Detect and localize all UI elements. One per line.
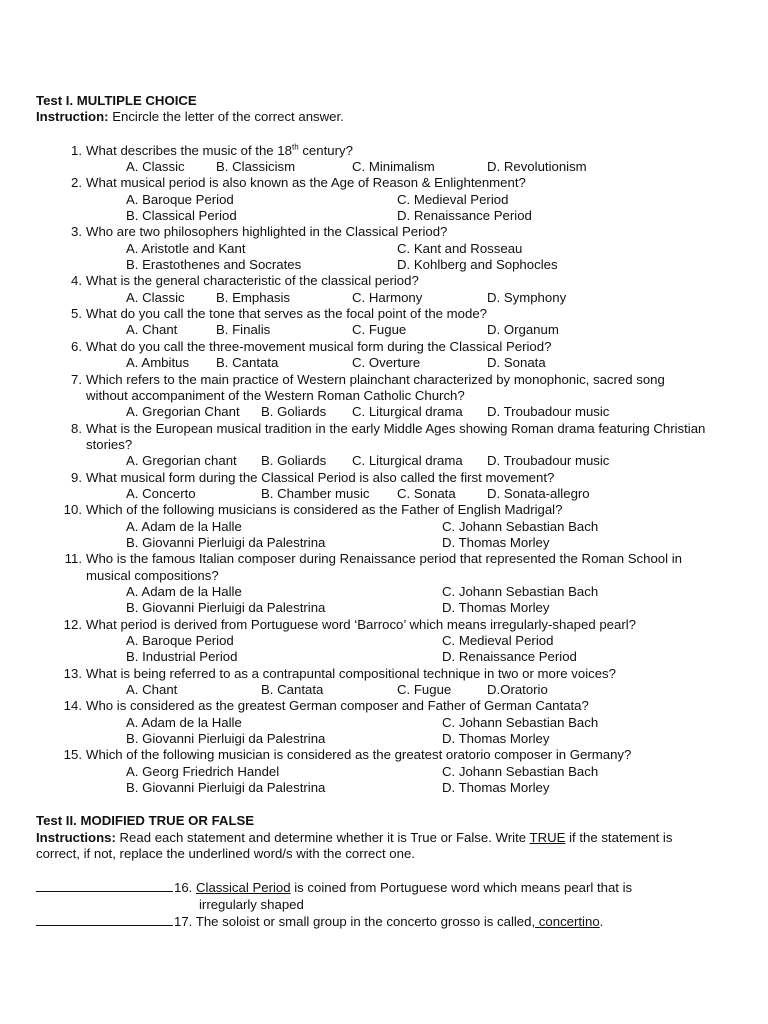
options-row — [86, 355, 740, 371]
question-text: What is being referred to as a contrapuntal compositional technique in two or more voices? — [86, 665, 616, 681]
option-d[interactable]: D. Renaissance Period — [442, 649, 577, 665]
option-a[interactable]: A. Adam de la Halle — [126, 518, 242, 534]
question-text: Who are two philosophers highlighted in the Classical Period? — [86, 224, 448, 240]
question-number: 4. — [71, 273, 82, 289]
options-row — [86, 486, 740, 502]
options-row — [86, 535, 740, 551]
question-text: What do you call the tone that serves as the focal point of the mode? — [86, 306, 487, 322]
option-a[interactable]: A. Classic — [126, 289, 185, 305]
options-row — [86, 633, 740, 649]
options-row — [86, 682, 740, 698]
option-d[interactable]: D. Revolutionism — [487, 159, 587, 175]
options-row — [86, 322, 740, 338]
option-b[interactable]: B. Cantata — [216, 355, 279, 371]
option-a[interactable]: A. Adam de la Halle — [126, 583, 242, 599]
option-c[interactable]: C. Fugue — [397, 682, 452, 698]
instruction-label: Instruction: — [36, 109, 109, 125]
item-number: 17. — [174, 914, 193, 930]
underlined-term: Classical Period — [196, 880, 291, 896]
question-text: Which of the following musician is considered as the greatest oratorio composer in Germany? — [86, 747, 632, 763]
item-number: 16. — [174, 880, 193, 896]
question-text: What describes the music of the 18th century? — [86, 142, 353, 158]
option-d[interactable]: D. Thomas Morley — [442, 731, 550, 747]
option-b[interactable]: B. Finalis — [216, 322, 271, 338]
option-d[interactable]: D. Renaissance Period — [397, 208, 532, 224]
question-text: What musical period is also known as the Age of Reason & Enlightenment? — [86, 175, 526, 191]
option-c[interactable]: C. Fugue — [352, 322, 407, 338]
question-number: 1. — [71, 142, 82, 158]
spacer — [36, 862, 740, 879]
instruction-text: Read each statement and determine whether it is True or False. Write — [115, 829, 530, 845]
question-12 — [36, 617, 740, 666]
options-row — [86, 241, 740, 257]
question-text: What period is derived from Portuguese word ‘Barroco’ which means irregularly-shaped pearl? — [86, 616, 636, 632]
option-a[interactable]: A. Georg Friedrich Handel — [126, 763, 280, 779]
option-b[interactable]: B. Industrial Period — [126, 649, 238, 665]
question-14 — [36, 698, 740, 747]
option-c[interactable]: C. Johann Sebastian Bach — [442, 518, 599, 534]
item-text: is coined from Portuguese word which means pearl that is — [290, 880, 633, 896]
option-d[interactable]: D. Sonata-allegro — [487, 485, 590, 501]
quiz-page — [36, 93, 740, 931]
option-c[interactable]: C. Medieval Period — [397, 191, 509, 207]
options-row — [86, 192, 740, 208]
option-b[interactable]: B. Giovanni Pierluigi da Palestrina — [126, 600, 326, 616]
question-number: 3. — [71, 224, 82, 240]
options-row — [86, 600, 740, 616]
option-c[interactable]: C. Johann Sebastian Bach — [442, 763, 599, 779]
test2-instruction-line2: correct, if not, replace the underlined word/s with the correct one. — [36, 846, 415, 862]
instruction-label: Instructions: — [36, 829, 116, 845]
options-row — [86, 257, 740, 273]
option-c[interactable]: C. Sonata — [397, 485, 456, 501]
option-b[interactable]: B. Goliards — [261, 404, 327, 420]
option-d[interactable]: D. Organum — [487, 322, 559, 338]
question-number: 9. — [71, 469, 82, 485]
test2-title: Test II. MODIFIED TRUE OR FALSE — [36, 813, 255, 829]
option-a[interactable]: A. Baroque Period — [126, 633, 234, 648]
option-a[interactable]: A. Chant — [126, 682, 178, 698]
options-row — [86, 290, 740, 306]
question-number: 2. — [71, 175, 82, 191]
option-d[interactable]: D. Symphony — [487, 289, 567, 305]
test1-title: Test I. MULTIPLE CHOICE — [36, 93, 197, 108]
question-text: Who is considered as the greatest German composer and Father of German Cantata? — [86, 698, 589, 714]
test1-instruction — [36, 109, 740, 125]
option-d[interactable]: D. Thomas Morley — [442, 780, 550, 796]
question-10 — [36, 502, 740, 551]
option-a[interactable]: A. Baroque Period — [126, 191, 234, 207]
instruction-text: if the statement is — [565, 829, 673, 845]
option-b[interactable]: B. Chamber music — [261, 485, 370, 501]
question-text: Which of the following musicians is considered as the Father of English Madrigal? — [86, 502, 563, 518]
question-number: 13. — [63, 665, 82, 681]
option-d[interactable]: D. Troubadour music — [487, 453, 610, 469]
option-c[interactable]: C. Harmony — [352, 289, 423, 305]
instruction-text: Encircle the letter of the correct answer. — [108, 109, 344, 125]
tf-item-17 — [36, 913, 740, 930]
question-2 — [36, 175, 740, 224]
question-number: 8. — [71, 420, 82, 436]
option-b[interactable]: B. Classicism — [216, 159, 296, 175]
question-number: 11. — [64, 551, 82, 567]
question-text-cont: without accompaniment of the Western Roman Catholic Church? — [86, 387, 465, 403]
question-13 — [36, 666, 740, 699]
option-c[interactable]: C. Liturgical drama — [352, 453, 463, 469]
question-5 — [36, 306, 740, 339]
option-b[interactable]: B. Cantata — [261, 682, 324, 698]
question-text: What do you call the three-movement musical form during the Classical Period? — [86, 338, 552, 354]
question-1 — [36, 143, 740, 176]
option-b[interactable]: B. Goliards — [261, 453, 327, 469]
option-a[interactable]: A. Gregorian chant — [126, 453, 237, 469]
option-a[interactable]: A. Classic — [126, 159, 185, 175]
options-row — [86, 404, 740, 420]
question-number: 10. — [63, 502, 82, 518]
option-d[interactable]: D. Thomas Morley — [442, 600, 550, 616]
option-d[interactable]: D. Sonata — [487, 355, 546, 371]
item-text-cont: irregularly shaped — [199, 896, 304, 912]
option-c[interactable]: C. Johann Sebastian Bach — [442, 714, 599, 730]
option-a[interactable]: A. Concerto — [126, 485, 196, 501]
options-row — [86, 453, 740, 469]
tf-item-16 — [36, 879, 740, 913]
option-a[interactable]: A. Adam de la Halle — [126, 714, 242, 730]
spacer — [36, 126, 740, 143]
option-d[interactable]: D.Oratorio — [487, 682, 548, 698]
options-row — [86, 715, 740, 731]
question-11 — [36, 551, 740, 616]
underlined-term: , concertino — [531, 914, 600, 930]
options-row — [86, 159, 740, 175]
question-4 — [36, 273, 740, 306]
question-3 — [36, 224, 740, 273]
option-b[interactable]: B. Giovanni Pierluigi da Palestrina — [126, 780, 326, 796]
question-text: What is the European musical tradition in the early Middle Ages showing Roman drama featuring Christian — [86, 420, 706, 436]
option-c[interactable]: C. Johann Sebastian Bach — [442, 583, 599, 599]
question-7 — [36, 372, 740, 421]
question-8 — [36, 421, 740, 470]
options-row — [86, 649, 740, 665]
question-number: 5. — [71, 306, 82, 322]
option-b[interactable]: B. Giovanni Pierluigi da Palestrina — [126, 534, 326, 550]
answer-blank[interactable] — [36, 879, 173, 892]
option-c[interactable]: C. Liturgical drama — [352, 404, 463, 420]
option-c[interactable]: C. Minimalism — [352, 159, 435, 175]
answer-blank[interactable] — [36, 913, 173, 926]
question-number: 14. — [63, 698, 82, 714]
question-text-cont: musical compositions? — [86, 567, 219, 583]
option-c[interactable]: C. Overture — [352, 355, 421, 371]
option-d[interactable]: D. Troubadour music — [487, 404, 610, 420]
true-keyword: TRUE — [529, 829, 566, 845]
question-number: 6. — [71, 338, 82, 354]
test2-instruction — [36, 830, 740, 846]
option-d[interactable]: D. Thomas Morley — [442, 534, 550, 550]
question-text: What musical form during the Classical Period is also called the first movement? — [86, 469, 555, 485]
item-text: . — [599, 914, 604, 930]
option-c[interactable]: C. Medieval Period — [442, 633, 554, 648]
option-c[interactable]: C. Kant and Rosseau — [397, 240, 523, 256]
question-15 — [36, 747, 740, 796]
option-a[interactable]: A. Aristotle and Kant — [126, 240, 246, 256]
option-a[interactable]: A. Ambitus — [126, 355, 190, 371]
options-row — [86, 519, 740, 535]
options-row — [86, 731, 740, 747]
question-number: 7. — [71, 371, 82, 387]
options-row — [86, 764, 740, 780]
option-b[interactable]: B. Erastothenes and Socrates — [126, 257, 302, 273]
option-d[interactable]: D. Kohlberg and Sophocles — [397, 257, 558, 273]
question-number: 12. — [63, 616, 82, 632]
options-row — [86, 584, 740, 600]
question-number: 15. — [63, 747, 82, 763]
option-a[interactable]: A. Chant — [126, 322, 178, 338]
option-b[interactable]: B. Classical Period — [126, 208, 237, 224]
item-text: The soloist or small group in the concerto grosso is called — [192, 914, 532, 930]
options-row — [86, 780, 740, 796]
question-9 — [36, 470, 740, 503]
question-text: Who is the famous Italian composer during Renaissance period that represented the Roman School in — [86, 551, 682, 567]
options-row — [86, 208, 740, 224]
question-text-cont: stories? — [86, 436, 133, 452]
option-b[interactable]: B. Giovanni Pierluigi da Palestrina — [126, 731, 326, 747]
question-text: What is the general characteristic of the classical period? — [86, 273, 419, 289]
question-6 — [36, 339, 740, 372]
question-text: Which refers to the main practice of Western plainchant characterized by monophonic, sacred song — [86, 371, 665, 387]
option-a[interactable]: A. Gregorian Chant — [126, 404, 240, 420]
option-b[interactable]: B. Emphasis — [216, 289, 291, 305]
spacer — [36, 796, 740, 813]
